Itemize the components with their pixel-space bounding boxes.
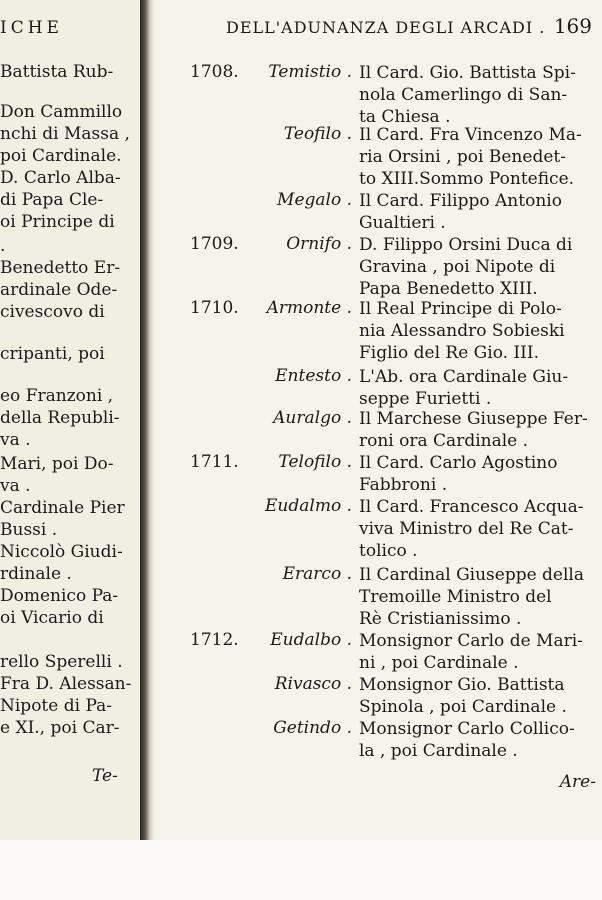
- arcadian-name: Entesto .: [275, 366, 352, 386]
- description-line: L'Ab. ora Cardinale Giu-: [359, 367, 569, 387]
- description-line: Gualtieri .: [359, 213, 446, 233]
- member-description: [359, 366, 599, 410]
- left-text-line: Battista Rub-: [0, 62, 114, 82]
- left-page: [0, 0, 140, 840]
- entry-year: 1708.: [190, 62, 239, 82]
- description-line: Il Real Principe di Polo-: [359, 299, 562, 319]
- description-line: Il Marchese Giuseppe Fer-: [359, 409, 588, 429]
- left-text-line: di Papa Cle-: [0, 190, 104, 210]
- description-line: Il Card. Francesco Acqua-: [359, 497, 584, 517]
- left-text-line: cripanti, poi: [0, 344, 105, 364]
- book-gutter: [140, 0, 154, 840]
- left-text-line: ardinale Ode-: [0, 280, 118, 300]
- entry-year: 1711.: [190, 452, 239, 472]
- member-description: [359, 718, 599, 762]
- member-description: [359, 496, 599, 562]
- description-line: ta Chiesa .: [359, 107, 451, 127]
- left-text-line: Fra D. Alessan-: [0, 674, 132, 694]
- arcadian-name: Teofilo .: [283, 124, 352, 144]
- description-line: Monsignor Gio. Battista: [359, 675, 565, 695]
- member-description: [359, 124, 599, 190]
- left-text-line: poi Cardinale.: [0, 146, 122, 166]
- left-text-line: della Republi-: [0, 408, 120, 428]
- description-line: roni ora Cardinale .: [359, 431, 529, 451]
- arcadian-name: Eudalmo .: [265, 496, 352, 516]
- left-text-line: va .: [0, 430, 31, 450]
- left-text-line: Benedetto Er-: [0, 258, 121, 278]
- left-text-line: Domenico Pa-: [0, 586, 119, 606]
- arcadian-name: Auralgo .: [273, 408, 352, 428]
- description-line: Il Card. Fra Vincenzo Ma-: [359, 125, 582, 145]
- right-catchword: Are-: [559, 772, 596, 792]
- description-line: Fabbroni .: [359, 475, 448, 495]
- left-text-line: Don Cammillo: [0, 102, 123, 122]
- page-number: 169: [553, 14, 592, 38]
- member-description: [359, 62, 599, 128]
- arcadian-name: Telofilo .: [278, 452, 352, 472]
- arcadian-name: Temistio .: [268, 62, 352, 82]
- description-line: la , poi Cardinale .: [359, 741, 518, 761]
- member-description: [359, 452, 599, 496]
- left-text-line: va .: [0, 476, 31, 496]
- member-description: [359, 298, 599, 364]
- left-catchword: Te-: [92, 766, 118, 786]
- left-text-line: .: [0, 236, 6, 256]
- arcadian-name: Eudalbo .: [270, 630, 352, 650]
- left-text-line: Nipote di Pa-: [0, 696, 113, 716]
- description-line: Monsignor Carlo de Mari-: [359, 631, 583, 651]
- description-line: ria Orsini , poi Benedet-: [359, 147, 566, 167]
- arcadian-name: Rivasco .: [274, 674, 352, 694]
- left-text-line: nchi di Massa ,: [0, 124, 130, 144]
- description-line: ni , poi Cardinale .: [359, 653, 519, 673]
- arcadian-name: Getindo .: [273, 718, 352, 738]
- description-line: Il Card. Carlo Agostino: [359, 453, 558, 473]
- arcadian-name: Ornifo .: [286, 234, 352, 254]
- description-line: seppe Furietti .: [359, 389, 492, 409]
- left-text-line: oi Principe di: [0, 212, 115, 232]
- member-description: [359, 564, 599, 630]
- left-text-line: D. Carlo Alba-: [0, 168, 121, 188]
- description-line: tolico .: [359, 541, 418, 561]
- left-text-line: rello Sperelli .: [0, 652, 123, 672]
- member-description: [359, 234, 599, 300]
- page-bottom-margin: [0, 840, 602, 900]
- arcadian-name: Megalo .: [277, 190, 352, 210]
- arcadian-name: Erarco .: [282, 564, 352, 584]
- description-line: Figlio del Re Gio. III.: [359, 343, 539, 363]
- description-line: Il Card. Filippo Antonio: [359, 191, 562, 211]
- left-text-line: rdinale .: [0, 564, 72, 584]
- description-line: Rè Cristianissimo .: [359, 609, 522, 629]
- left-text-line: e XI., poi Car-: [0, 718, 120, 738]
- left-text-line: civescovo di: [0, 302, 105, 322]
- description-line: Monsignor Carlo Collico-: [359, 719, 575, 739]
- description-line: Tremoille Ministro del: [359, 587, 552, 607]
- left-text-line: eo Franzoni ,: [0, 386, 114, 406]
- description-line: viva Ministro del Re Cat-: [359, 519, 574, 539]
- member-description: [359, 630, 599, 674]
- left-text-line: Mari, poi Do-: [0, 454, 114, 474]
- left-text-line: Niccolò Giudi-: [0, 542, 123, 562]
- member-description: [359, 408, 599, 452]
- description-line: Il Card. Gio. Battista Spi-: [359, 63, 576, 83]
- right-page: [154, 0, 602, 840]
- description-line: Papa Benedetto XIII.: [359, 279, 538, 299]
- description-line: Spinola , poi Cardinale .: [359, 697, 567, 717]
- left-text-line: Cardinale Pier: [0, 498, 125, 518]
- member-description: [359, 674, 599, 718]
- entry-year: 1712.: [190, 630, 239, 650]
- member-description: [359, 190, 599, 234]
- description-line: nia Alessandro Sobieski: [359, 321, 565, 341]
- description-line: to XIII.Sommo Pontefice.: [359, 169, 575, 189]
- description-line: D. Filippo Orsini Duca di: [359, 235, 573, 255]
- description-line: Gravina , poi Nipote di: [359, 257, 556, 277]
- description-line: Il Cardinal Giuseppe della: [359, 565, 585, 585]
- left-text-line: Bussi .: [0, 520, 58, 540]
- description-line: nola Camerlingo di San-: [359, 85, 568, 105]
- arcadian-name: Armonte .: [266, 298, 352, 318]
- left-text-line: oi Vicario di: [0, 608, 104, 628]
- entry-year: 1709.: [190, 234, 239, 254]
- right-running-head: DELL'ADUNANZA DEGLI ARCADI .: [226, 18, 546, 37]
- left-running-head: ICHE: [0, 18, 63, 38]
- entry-year: 1710.: [190, 298, 239, 318]
